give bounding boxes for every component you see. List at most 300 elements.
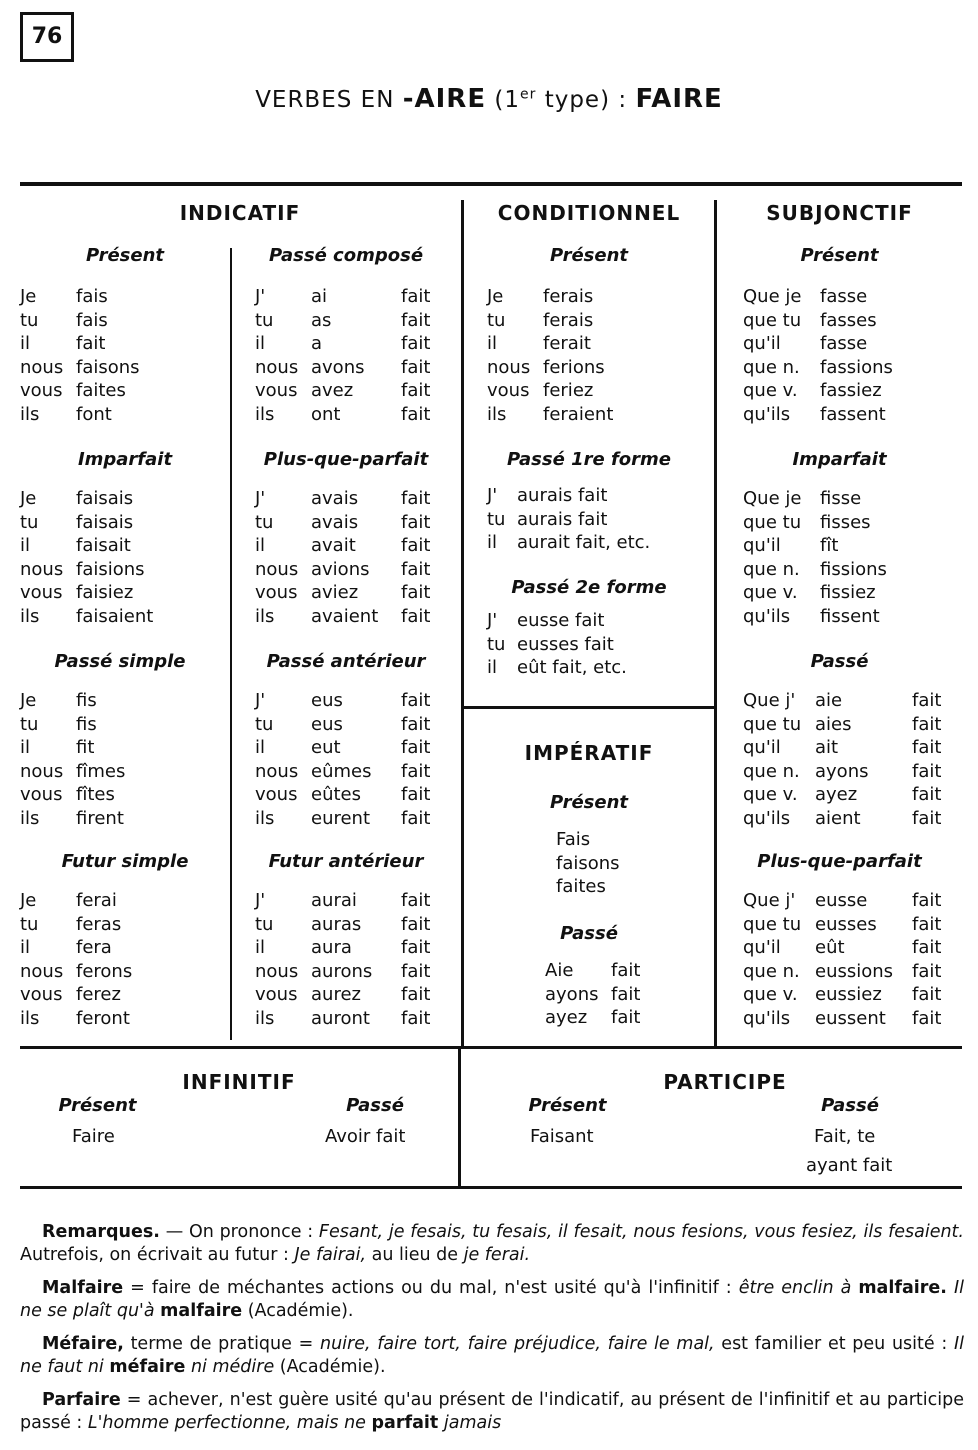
text-run: au lieu de: [366, 1245, 464, 1265]
auxiliary: eus: [311, 690, 343, 711]
text-run: L'homme perfectionne, mais ne: [87, 1413, 366, 1433]
participle: fait: [401, 984, 431, 1006]
pronoun: tu: [255, 309, 274, 331]
table-row: [743, 581, 887, 605]
pronoun: J': [487, 485, 498, 506]
heading-imperatif: IMPÉRATIF: [524, 741, 654, 765]
verb-form: ferez: [76, 984, 121, 1006]
page-title: [0, 84, 978, 114]
conj-indicatif-futur-simple: [20, 889, 132, 1031]
table-row: [20, 356, 140, 380]
page-number: 76: [20, 12, 74, 62]
table-row: [743, 511, 887, 535]
participle: fait: [401, 605, 431, 627]
divider-conditionnel-imperatif: [463, 706, 714, 709]
table-row: [743, 309, 893, 333]
table-row: [255, 534, 430, 558]
conj-indicatif-present: [20, 285, 140, 427]
participle: fait: [401, 937, 431, 959]
table-row: [255, 605, 430, 629]
auxiliary: avons: [311, 356, 365, 378]
participle: fait: [912, 760, 942, 782]
table-row: [255, 309, 430, 333]
pronoun: ils: [20, 807, 40, 829]
text-run: Je fairai,: [294, 1245, 367, 1265]
pronoun: nous: [20, 558, 64, 580]
conj-imperatif-passe: [545, 959, 640, 1030]
pronoun: nous: [255, 960, 299, 982]
auxiliary: avais: [311, 488, 359, 509]
participle: fait: [611, 983, 641, 1005]
remark-malfaire: [20, 1277, 964, 1323]
conj-subjonctif-present: [743, 285, 893, 427]
pronoun: J': [255, 488, 266, 509]
pronoun: que n.: [743, 960, 800, 982]
participle: fait: [401, 807, 431, 829]
auxiliary: ayons: [815, 760, 869, 782]
table-row: [487, 379, 613, 403]
pronoun: tu: [20, 309, 39, 331]
tense-indicatif-present: Présent: [85, 245, 165, 266]
participle: fait: [401, 690, 431, 711]
participle: fait: [401, 1007, 431, 1029]
table-row: [255, 889, 430, 913]
tense-subjonctif-passe: Passé: [810, 651, 869, 672]
remarks-section: [20, 1221, 964, 1445]
verb-form: fasse: [820, 333, 868, 355]
pronoun: ils: [20, 605, 40, 627]
verb-form: faisiez: [76, 582, 134, 604]
pronoun: Que je: [743, 286, 802, 307]
participe-passe-value-1: Fait, te: [814, 1126, 876, 1147]
participle: fait: [912, 737, 942, 759]
pronoun: il: [20, 333, 31, 355]
table-row: [20, 889, 132, 913]
pronoun: vous: [487, 380, 530, 402]
tense-conditionnel-passe2: Passé 2e forme: [511, 577, 667, 598]
title-type-close: type) :: [536, 87, 636, 113]
pronoun: il: [487, 657, 498, 679]
participle: fait: [912, 937, 942, 959]
table-row: [487, 531, 650, 555]
table-row: [487, 609, 627, 633]
auxiliary: ayons: [545, 983, 599, 1005]
participle: fait: [401, 913, 431, 935]
participe-present-value: Faisant: [530, 1126, 594, 1147]
table-row: [20, 936, 132, 960]
participle: fait: [912, 1007, 942, 1029]
verb-form: firent: [76, 807, 124, 829]
participle: fait: [401, 784, 431, 806]
auxiliary: ont: [311, 403, 341, 425]
table-row: [20, 736, 125, 760]
conj-indicatif-plus-que-parfait: [255, 487, 430, 629]
pronoun: nous: [487, 356, 531, 378]
verb-form: eût fait, etc.: [517, 657, 627, 679]
table-row: [20, 783, 125, 807]
verb-form: fassions: [820, 356, 893, 378]
pronoun: que tu: [743, 309, 802, 331]
participle: fait: [401, 333, 431, 355]
text-run: [947, 1278, 954, 1298]
remark-mefaire: [20, 1333, 964, 1379]
text-run: Autrefois, on écrivait au futur :: [20, 1245, 295, 1265]
verb-form: faisons: [76, 356, 140, 378]
table-row: [743, 713, 941, 737]
table-row: [255, 403, 430, 427]
pronoun: ils: [255, 605, 275, 627]
verb-form: aurais fait: [517, 508, 608, 530]
verb-form: faisaient: [76, 605, 154, 627]
table-row: [743, 783, 941, 807]
verb-form: fasses: [820, 309, 877, 331]
table-row: [20, 534, 153, 558]
verb-form: fis: [76, 690, 97, 711]
verb-form: fait: [76, 333, 106, 355]
conj-indicatif-imparfait: [20, 487, 153, 629]
divider-indicatif-conditionnel: [461, 200, 464, 1048]
table-row: [743, 889, 941, 913]
top-rule: [20, 182, 962, 186]
pronoun: vous: [20, 784, 63, 806]
infinitif-present-value: Faire: [72, 1126, 115, 1147]
pronoun: Que je: [743, 488, 802, 509]
pronoun: J': [487, 610, 498, 631]
auxiliary: eut: [311, 737, 341, 759]
table-row: [20, 403, 140, 427]
auxiliary: eus: [311, 713, 343, 735]
table-row: [20, 760, 125, 784]
pronoun: il: [487, 532, 498, 554]
tense-indicatif-imparfait: Imparfait: [77, 449, 173, 470]
heading-participe: PARTICIPE: [663, 1070, 787, 1094]
verb-form: fit: [76, 737, 95, 759]
auxiliary: avaient: [311, 605, 379, 627]
verb-form: fais: [76, 286, 108, 307]
pronoun: ils: [20, 403, 40, 425]
table-row: [743, 487, 887, 511]
table-row: [255, 736, 430, 760]
pronoun: qu'ils: [743, 605, 791, 627]
pronoun: nous: [20, 356, 64, 378]
auxiliary: eussions: [815, 960, 894, 982]
verb-form: eusses fait: [517, 633, 614, 655]
table-row: [487, 309, 613, 333]
pronoun: tu: [255, 713, 274, 735]
auxiliary: ait: [815, 737, 839, 759]
participle: fait: [912, 713, 942, 735]
auxiliary: aurez: [311, 984, 361, 1006]
tense-conditionnel-present: Présent: [549, 245, 629, 266]
tense-indicatif-plus-que-parfait: Plus-que-parfait: [263, 449, 429, 470]
verb-form: ferait: [543, 333, 591, 355]
verb-form: fissions: [820, 558, 887, 580]
auxiliary: a: [311, 333, 323, 355]
participle: fait: [401, 760, 431, 782]
conj-conditionnel-present: [487, 285, 613, 427]
table-row: [20, 689, 125, 713]
title-ending: -AIRE: [402, 84, 487, 114]
pronoun: vous: [20, 582, 63, 604]
heading-infinitif: INFINITIF: [182, 1070, 296, 1094]
pronoun: vous: [255, 984, 298, 1006]
conj-conditionnel-passe2: [487, 609, 627, 680]
participle: fait: [401, 737, 431, 759]
tense-imperatif-passe: Passé: [560, 923, 618, 944]
auxiliary: as: [311, 309, 332, 331]
pronoun: qu'il: [743, 937, 781, 959]
conj-indicatif-passe-anterieur: [255, 689, 430, 831]
auxiliary: eûmes: [311, 760, 372, 782]
verb-form: feraient: [543, 403, 614, 425]
participle: fait: [912, 784, 942, 806]
table-row: [20, 285, 140, 309]
participle: fait: [401, 535, 431, 557]
pronoun: il: [255, 937, 266, 959]
table-row: [743, 534, 887, 558]
table-row: [20, 487, 153, 511]
participe-present-label: Présent: [528, 1095, 607, 1116]
bottom-rule: [20, 1186, 962, 1189]
table-row: [20, 309, 140, 333]
auxiliary: aient: [815, 807, 861, 829]
pronoun: ils: [487, 403, 507, 425]
participle: fait: [401, 488, 431, 509]
table-row: [487, 484, 650, 508]
pronoun: tu: [487, 508, 506, 530]
verb-form: fissent: [820, 605, 880, 627]
table-row: [20, 379, 140, 403]
verb-form: feras: [76, 913, 122, 935]
table-row: [20, 1007, 132, 1031]
table-row: faisons: [556, 852, 620, 874]
auxiliary: eusse: [815, 890, 868, 911]
tense-indicatif-passe-simple: Passé simple: [54, 651, 186, 672]
text-run: méfaire: [109, 1357, 186, 1377]
table-row: [20, 558, 153, 582]
heading-subjonctif: SUBJONCTIF: [766, 201, 913, 225]
verb-form: ferai: [76, 890, 117, 911]
auxiliary: aie: [815, 690, 843, 711]
participle: fait: [401, 356, 431, 378]
conj-subjonctif-imparfait: [743, 487, 887, 629]
table-row: [743, 379, 893, 403]
table-row: [743, 936, 941, 960]
participle: fait: [401, 380, 431, 402]
table-row: [20, 807, 125, 831]
table-row: [487, 356, 613, 380]
pronoun: ils: [255, 807, 275, 829]
participle: fait: [401, 558, 431, 580]
verb-form: feront: [76, 1007, 130, 1029]
participe-passe-label: Passé: [821, 1095, 879, 1116]
table-row: [743, 689, 941, 713]
verb-form: eusse fait: [517, 610, 605, 631]
participe-passe-value-2: ayant fait: [806, 1155, 893, 1176]
pronoun: il: [255, 333, 266, 355]
text-run: jamais: [443, 1413, 502, 1433]
participle: fait: [401, 582, 431, 604]
heading-conditionnel: CONDITIONNEL: [497, 201, 681, 225]
verb-form: font: [76, 403, 112, 425]
table-row: [255, 285, 430, 309]
text-run: est familier et peu usité :: [714, 1334, 954, 1354]
table-row: [545, 959, 640, 983]
pronoun: nous: [20, 760, 64, 782]
table-row: [255, 332, 430, 356]
conj-indicatif-futur-anterieur: [255, 889, 430, 1031]
text-run: Parfaire: [42, 1390, 121, 1410]
pronoun: Je: [20, 890, 37, 911]
verb-form: fera: [76, 937, 112, 959]
text-run: Méfaire,: [42, 1334, 124, 1354]
title-prefix: VERBES EN: [255, 87, 403, 113]
table-row: [743, 403, 893, 427]
table-row: [487, 508, 650, 532]
table-row: [487, 332, 613, 356]
participle: fait: [912, 913, 942, 935]
text-run: malfaire.: [858, 1278, 947, 1298]
infinitif-passe-value: Avoir fait: [325, 1126, 406, 1147]
title-verb: FAIRE: [635, 84, 723, 114]
table-row: [743, 960, 941, 984]
text-run: ni médire: [190, 1357, 275, 1377]
pronoun: que v.: [743, 784, 798, 806]
verb-form: feriez: [543, 380, 594, 402]
pronoun: tu: [20, 511, 39, 533]
pronoun: Je: [20, 488, 37, 509]
table-row: [255, 936, 430, 960]
auxiliary: eurent: [311, 807, 371, 829]
pronoun: vous: [255, 582, 298, 604]
table-row: [487, 633, 627, 657]
participle: fait: [912, 960, 942, 982]
verb-form: faites: [76, 380, 126, 402]
text-run: Il ne faut ni: [20, 1334, 964, 1377]
tense-conditionnel-passe1: Passé 1re forme: [506, 449, 671, 470]
table-row: [545, 983, 640, 1007]
table-row: [487, 403, 613, 427]
auxiliary: eûtes: [311, 784, 361, 806]
table-row: [20, 581, 153, 605]
table-row: [255, 983, 430, 1007]
conj-subjonctif-passe: [743, 689, 941, 831]
pronoun: vous: [20, 380, 63, 402]
heading-indicatif: INDICATIF: [179, 201, 301, 225]
pronoun: que tu: [743, 511, 802, 533]
tense-subjonctif-present: Présent: [800, 245, 879, 266]
verb-form: fîmes: [76, 760, 126, 782]
verb-form: aurais fait: [517, 485, 608, 506]
verb-form: fis: [76, 713, 97, 735]
pronoun: J': [255, 286, 266, 307]
verb-form: ferais: [543, 309, 594, 331]
pronoun: qu'ils: [743, 403, 791, 425]
pronoun: il: [255, 737, 266, 759]
text-run: — On prononce :: [159, 1222, 319, 1242]
verb-form: ferais: [543, 286, 594, 307]
pronoun: J': [255, 890, 266, 911]
pronoun: nous: [255, 356, 299, 378]
table-row: [255, 1007, 430, 1031]
pronoun: vous: [255, 380, 298, 402]
pronoun: tu: [487, 309, 506, 331]
pronoun: qu'ils: [743, 807, 791, 829]
pronoun: il: [20, 937, 31, 959]
auxiliary: ayez: [815, 784, 858, 806]
auxiliary: avions: [311, 558, 370, 580]
participle: fait: [401, 309, 431, 331]
pronoun: que v.: [743, 984, 798, 1006]
title-type-sup: er: [520, 86, 537, 103]
pronoun: tu: [255, 511, 274, 533]
pronoun: que tu: [743, 713, 802, 735]
participle: fait: [401, 713, 431, 735]
table-row: [255, 511, 430, 535]
pronoun: ils: [255, 1007, 275, 1029]
auxiliary: eût: [815, 937, 845, 959]
conj-conditionnel-passe1: [487, 484, 650, 555]
text-run: (Académie).: [242, 1301, 354, 1321]
pronoun: tu: [255, 913, 274, 935]
text-run: malfaire: [160, 1301, 243, 1321]
table-row: [255, 356, 430, 380]
text-run: Remarques.: [42, 1222, 160, 1242]
pronoun: il: [487, 333, 498, 355]
infinitif-present-label: Présent: [58, 1095, 137, 1116]
auxiliary: aura: [311, 937, 352, 959]
table-row: [743, 285, 893, 309]
verb-form: fîtes: [76, 784, 115, 806]
pronoun: vous: [20, 984, 63, 1006]
verb-form: aurait fait, etc.: [517, 532, 651, 554]
text-run: (Académie).: [274, 1357, 386, 1377]
table-row: faites: [556, 876, 606, 898]
table-row: [255, 487, 430, 511]
pronoun: qu'ils: [743, 1007, 791, 1029]
pronoun: que v.: [743, 380, 798, 402]
pronoun: que n.: [743, 760, 800, 782]
verb-form: ferions: [543, 356, 605, 378]
table-row: [20, 511, 153, 535]
auxiliary: eusses: [815, 913, 877, 935]
tense-indicatif-futur-simple: Futur simple: [61, 851, 189, 872]
table-row: [743, 332, 893, 356]
table-row: [255, 783, 430, 807]
table-row: [743, 983, 941, 1007]
table-row: [743, 356, 893, 380]
table-row: [743, 736, 941, 760]
table-row: [20, 332, 140, 356]
pronoun: vous: [255, 784, 298, 806]
pronoun: qu'il: [743, 737, 781, 759]
table-row: [487, 656, 627, 680]
auxiliary: aies: [815, 713, 852, 735]
table-row: [255, 689, 430, 713]
auxiliary: avais: [311, 511, 359, 533]
table-row: [20, 713, 125, 737]
divider-infinitif-participe: [458, 1049, 461, 1187]
conj-indicatif-passe-simple: [20, 689, 125, 831]
remark-pronunciation: [20, 1221, 964, 1267]
text-run: nuire, faire tort, faire préjudice, faire le mal,: [319, 1334, 715, 1354]
table-row: [20, 605, 153, 629]
pronoun: il: [255, 535, 266, 557]
table-row: [255, 379, 430, 403]
participle: fait: [912, 807, 942, 829]
verb-form: fasse: [820, 286, 868, 307]
participle: fait: [401, 890, 431, 911]
